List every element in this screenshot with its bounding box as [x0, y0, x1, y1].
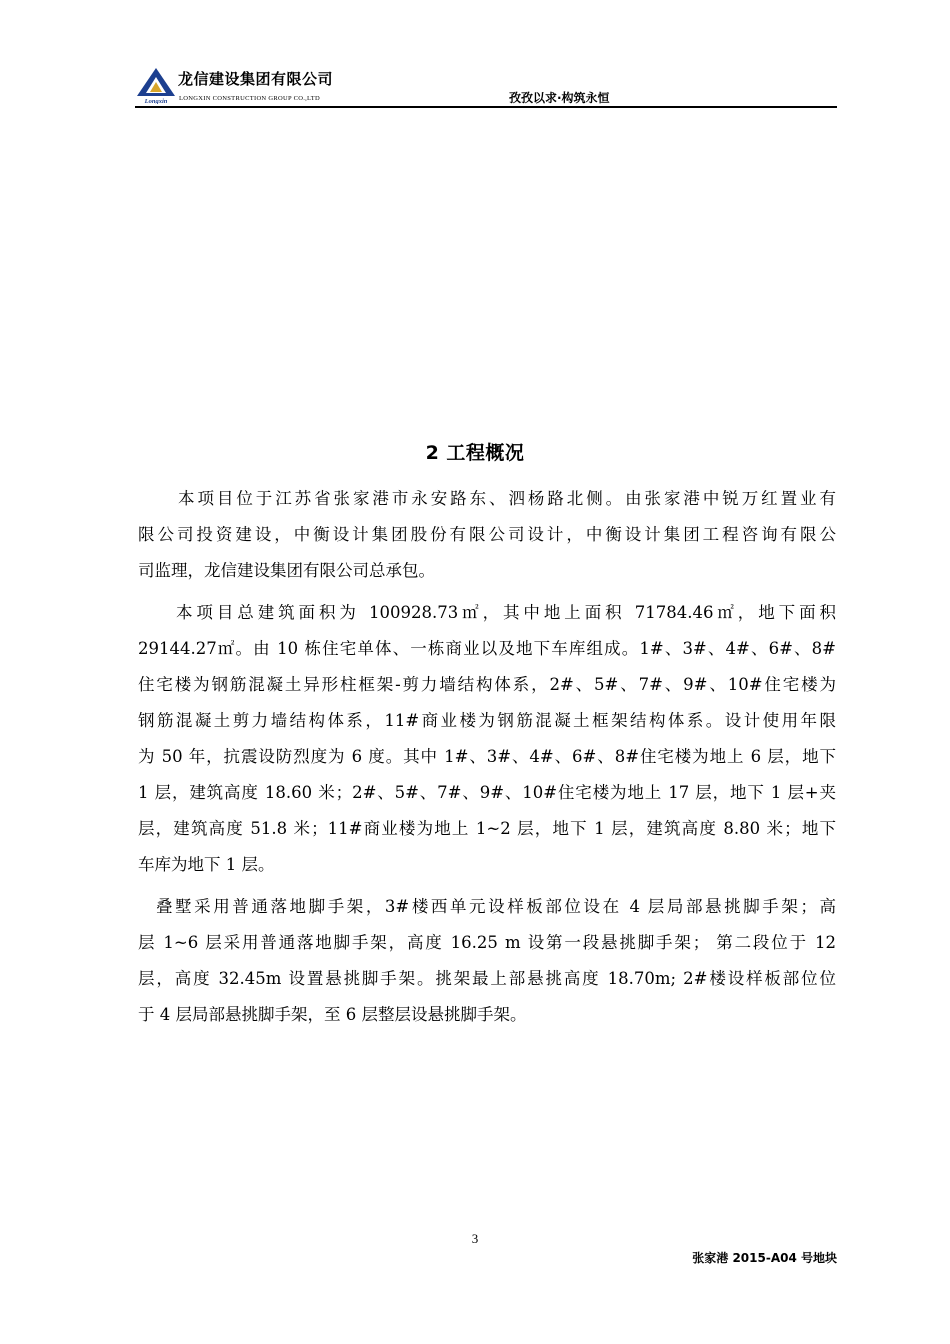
text-line: 1 层，建筑高度 18.60 米；2#、5#、7#、9#、10#住宅楼为地上 17 层，地下 1 层+夹 [138, 783, 836, 802]
text-line: 29144.27㎡。由 10 栋住宅单体、一栋商业以及地下车库组成。1#、3#、4#、6#、8# [138, 639, 836, 658]
page-number: 3 [471, 1231, 479, 1246]
text-line: 层，建筑高度 51.8 米；11#商业楼为地上 1~2 层，地下 1 层，建筑高度 8.80 米；地下 [138, 819, 836, 838]
text-line: 层 1~6 层采用普通落地脚手架，高度 16.25 m 设第一段悬挑脚手架； 第二段位于 12 [138, 933, 836, 952]
text-line: 限公司投资建设，中衡设计集团股份有限公司设计，中衡设计集团工程咨询有限公 [138, 525, 836, 544]
company-name-cn: 龙信建设集团有限公司 [178, 70, 334, 88]
text-line: 司监理，龙信建设集团有限公司总承包。 [138, 561, 435, 580]
company-logo-icon [135, 66, 177, 104]
text-line: 于 4 层局部悬挑脚手架，至 6 层整层设悬挑脚手架。 [138, 1005, 527, 1024]
logo-text: Longxin [144, 98, 168, 104]
text-line: 本项目位于江苏省张家港市永安路东、泗杨路北侧。由张家港中锐万红置业有 [178, 489, 836, 508]
text-line: 车库为地下 1 层。 [138, 855, 275, 874]
company-name-en: LONGXIN CONSTRUCTION GROUP CO.,LTD [179, 95, 320, 102]
text-line: 本项目总建筑面积为 100928.73㎡，其中地上面积 71784.46㎡，地下面积 [176, 603, 836, 622]
footer-project: 张家港 2015-A04 号地块 [692, 1251, 837, 1265]
header-divider [135, 106, 837, 108]
text-line: 叠墅采用普通落地脚手架，3#楼西单元设样板部位设在 4 层局部悬挑脚手架；高 [156, 897, 836, 916]
text-line: 层，高度 32.45m 设置悬挑脚手架。挑架最上部悬挑高度 18.70m; 2#楼设样板部位位 [138, 969, 836, 988]
text-line: 钢筋混凝土剪力墙结构体系，11#商业楼为钢筋混凝土框架结构体系。设计使用年限 [138, 711, 836, 730]
header-slogan: 孜孜以求·构筑永恒 [509, 91, 610, 105]
text-line: 住宅楼为钢筋混凝土异形柱框架-剪力墙结构体系，2#、5#、7#、9#、10#住宅楼为 [138, 675, 836, 694]
text-line: 为 50 年，抗震设防烈度为 6 度。其中 1#、3#、4#、6#、8#住宅楼为地上 6 层，地下 [138, 747, 836, 766]
section-title: 2 工程概况 [425, 442, 525, 464]
page-header [135, 62, 837, 108]
